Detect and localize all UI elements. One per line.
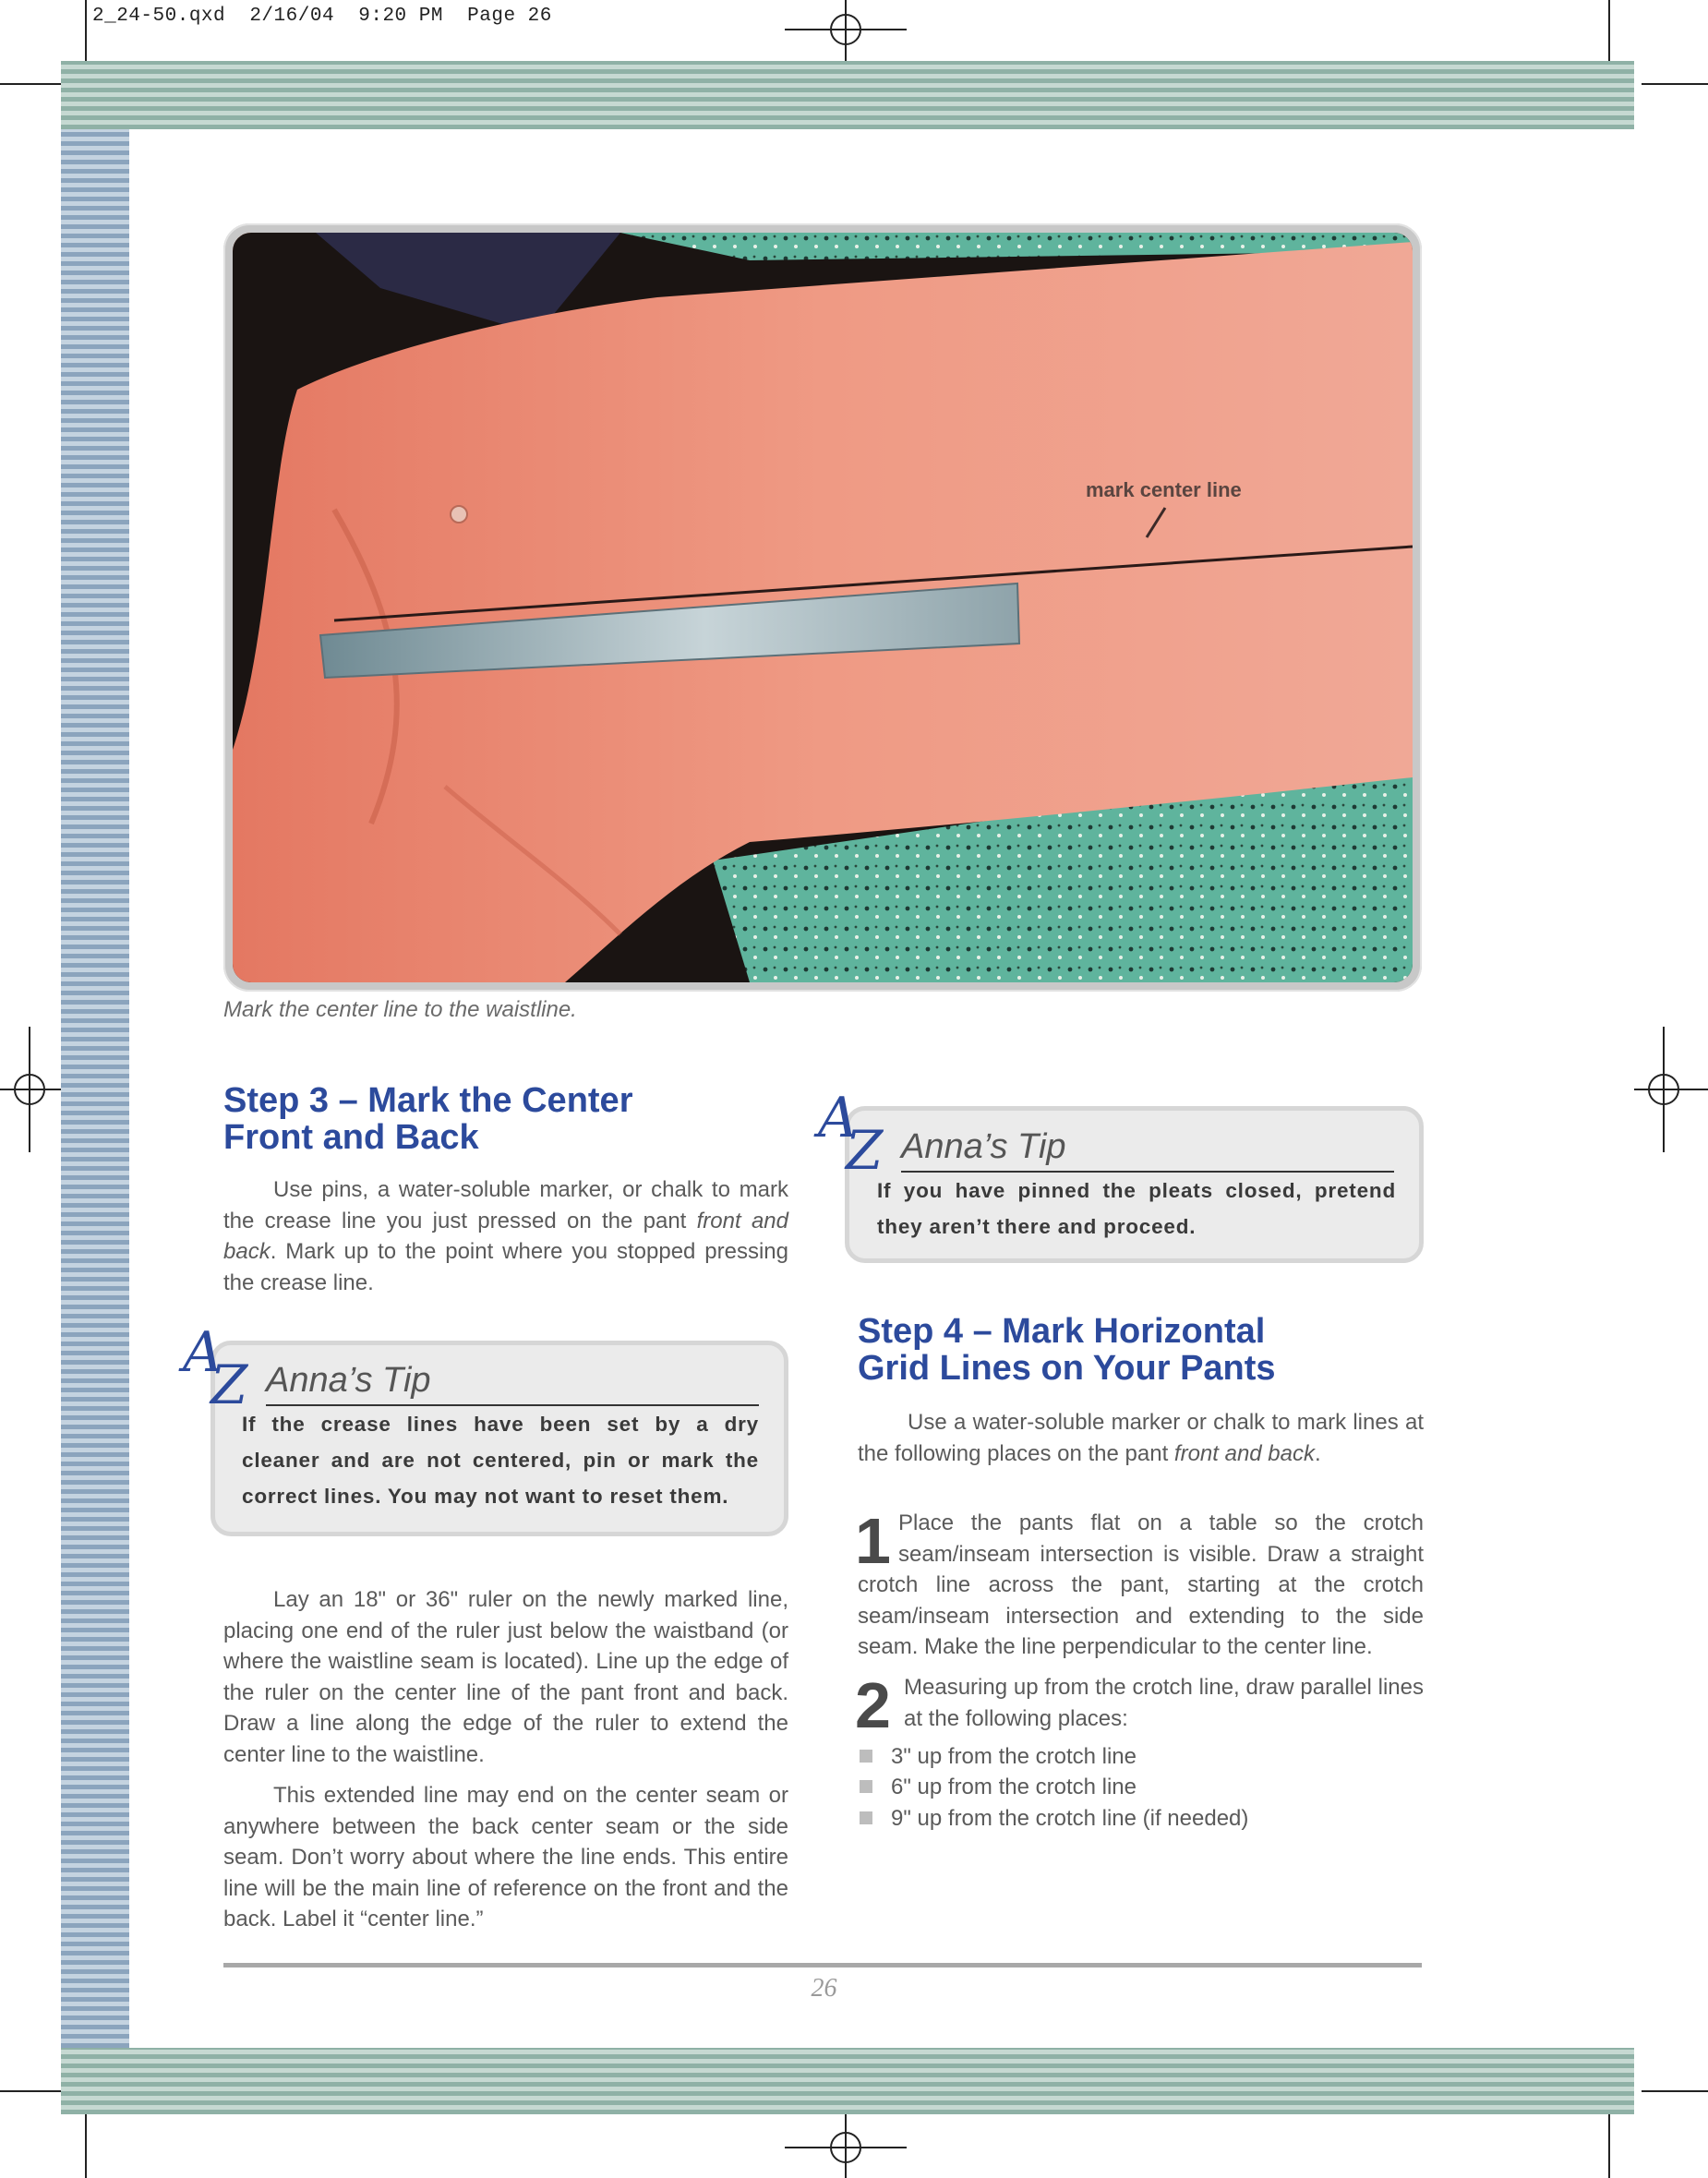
step4-title — [858, 1313, 1276, 1387]
bullet-square-icon — [860, 1780, 872, 1793]
step4-title-line2: Grid Lines on Your Pants — [858, 1349, 1276, 1388]
bullet-item — [860, 1744, 1137, 1770]
annas-tip-heading-2: Anna’s Tip — [901, 1127, 1066, 1166]
registration-mark-left — [0, 1027, 61, 1152]
top-stripe-band — [61, 61, 1634, 129]
bullet-item — [860, 1806, 1248, 1832]
bullet-text: 6" up from the crotch line — [891, 1775, 1137, 1799]
photo — [233, 233, 1413, 982]
step4-item1-text: Place the pants flat on a table so the crotch seam/inseam intersection is visible. Draw a straight crotch line across the pant, starting at the crotch seam/inseam intersection and extending to the side seam. Make the line perpendicular to the center line. — [858, 1510, 1424, 1659]
annas-tip-heading-1: Anna’s Tip — [266, 1361, 431, 1400]
crop-mark — [1608, 2114, 1610, 2178]
left-stripe-band — [61, 129, 129, 2048]
az-logo-icon: A — [183, 1320, 223, 1385]
step4-intro-emphasis: front and back — [1173, 1440, 1316, 1466]
registration-mark-right — [1634, 1027, 1708, 1152]
page-number: 26 — [811, 1974, 837, 2003]
step4-intro-text-b: . — [1315, 1440, 1321, 1466]
az-logo-icon: A — [818, 1086, 859, 1150]
step3-para2-text: Lay an 18" or 36" ruler on the newly marked line, placing one end of the ruler just below the waistband (or where the waistline seam is located). Line up the edge of the ruler on the center line of the pant front and back. Draw a line along the edge of the ruler to extend the center line to the waistline. — [223, 1587, 788, 1767]
step3-para1-emphasis: front and back — [223, 1208, 789, 1264]
step3-paragraph-3 — [223, 1780, 788, 1935]
step3-title-line2: Front and Back — [223, 1118, 479, 1157]
step4-item2-text: Measuring up from the crotch line, draw parallel lines at the following places: — [904, 1675, 1424, 1731]
footer-rule — [223, 1963, 1422, 1967]
crop-mark — [0, 2090, 61, 2092]
crop-mark — [1608, 0, 1610, 61]
photo-frame — [223, 223, 1422, 992]
crop-mark — [85, 0, 87, 61]
registration-mark-bottom — [785, 2114, 907, 2178]
bottom-stripe-band — [61, 2048, 1634, 2114]
step-number-2: 2 — [855, 1669, 891, 1741]
az-logo-icon: Z — [210, 1354, 248, 1416]
step4-item-2 — [858, 1672, 1424, 1734]
az-logo-icon: Z — [846, 1119, 884, 1182]
step-number-1: 1 — [855, 1505, 891, 1577]
annas-tip-text-1: If the crease lines have been set by a dry cleaner and are not centered, pin or mark the correct lines. You may not want to reset them. — [242, 1413, 759, 1508]
bullet-text: 9" up from the crotch line (if needed) — [891, 1806, 1249, 1831]
photo-annotation: mark center line — [1086, 478, 1242, 501]
step3-title — [223, 1082, 632, 1156]
bullet-item — [860, 1775, 1137, 1800]
crop-mark — [85, 2114, 87, 2178]
step3-paragraph-1 — [223, 1174, 788, 1298]
step4-item-1 — [858, 1508, 1424, 1663]
step3-para3-text: This extended line may end on the center seam or anywhere between the back center seam or the side seam. Don’t worry about where the line ends. This entire line will be the main line of reference on the front and the back. Label it “center line.” — [223, 1783, 788, 1931]
bullet-square-icon — [860, 1811, 872, 1824]
crop-mark — [1642, 2090, 1708, 2092]
step3-title-line1: Step 3 – Mark the Center — [223, 1081, 633, 1120]
annas-tip-text-2: If you have pinned the pleats closed, pretend they aren’t there and proceed. — [877, 1179, 1396, 1238]
bullet-square-icon — [860, 1750, 872, 1763]
pants-photo-illustration — [233, 233, 1413, 982]
photo-caption: Mark the center line to the waistline. — [223, 997, 577, 1022]
registration-mark-top — [785, 0, 907, 61]
crop-mark — [1642, 83, 1708, 85]
step4-intro — [858, 1407, 1424, 1469]
slug-line: 2_24-50.qxd 2/16/04 9:20 PM Page 26 — [92, 6, 552, 27]
step3-paragraph-2 — [223, 1584, 788, 1770]
step4-intro-text-a: Use a water-soluble marker or chalk to mark lines at the following places on the pant — [858, 1410, 1424, 1466]
step3-para1-text-b: . Mark up to the point where you stopped pressing the crease line. — [223, 1239, 788, 1295]
step3-para1-text-a: Use pins, a water-soluble marker, or chalk to mark the crease line you just pressed on the pant — [223, 1177, 788, 1233]
bullet-text: 3" up from the crotch line — [891, 1744, 1137, 1769]
step4-title-line1: Step 4 – Mark Horizontal — [858, 1312, 1266, 1351]
crop-mark — [0, 83, 61, 85]
